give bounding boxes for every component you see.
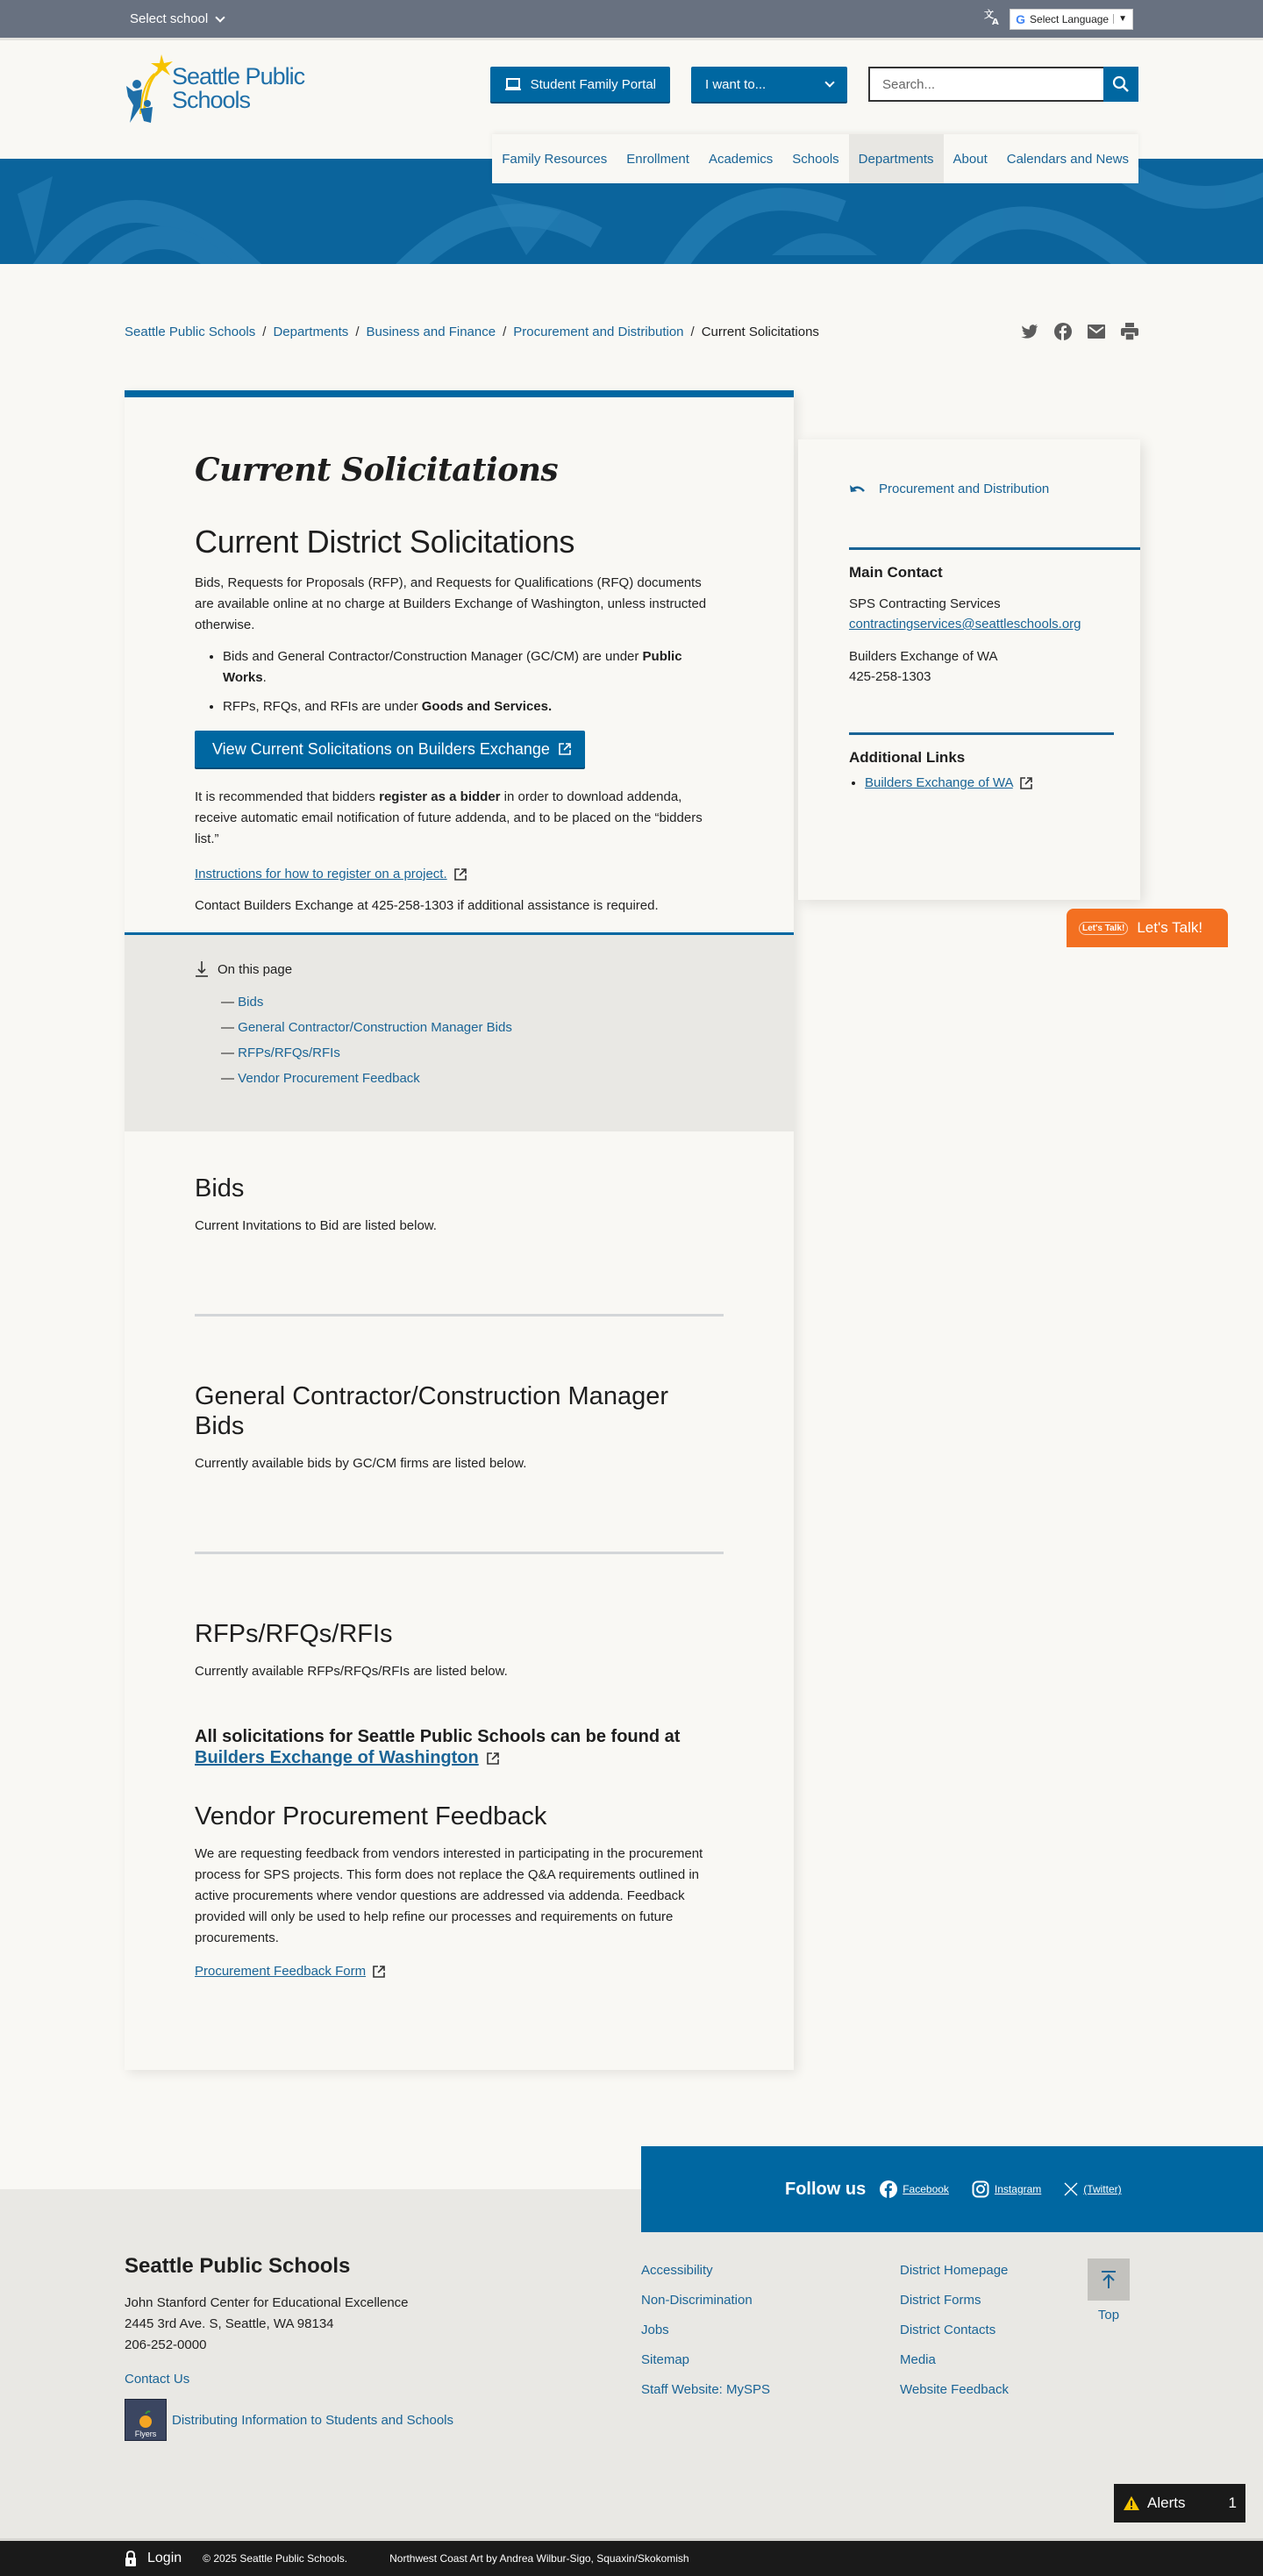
footer-link-district-contacts[interactable]: District Contacts (900, 2323, 996, 2337)
portal-button-label: Student Family Portal (530, 76, 656, 92)
copyright-text: © 2025 Seattle Public Schools. (203, 2552, 348, 2565)
all-solicitations-note: All solicitations for Seattle Public Schools can be found at Builders Exchange of Washington (195, 1727, 681, 1767)
footer-link-non-discrimination[interactable]: Non-Discrimination (641, 2293, 753, 2308)
register-instructions-link[interactable]: Instructions for how to register on a project. (195, 867, 447, 881)
instagram-link[interactable]: Instagram (972, 2180, 1041, 2198)
bids-text: Current Invitations to Bid are listed below. (195, 1218, 437, 1233)
external-link-icon (454, 868, 467, 881)
search-icon (1112, 75, 1130, 93)
contact-paragraph: Contact Builders Exchange at 425-258-1303 if additional assistance is required. (195, 898, 659, 913)
login-label: Login (147, 2551, 182, 2565)
toc-link-gccm-bids[interactable]: General Contractor/Construction Manager Bids (238, 1020, 512, 1035)
footer-link-media[interactable]: Media (900, 2352, 936, 2367)
gccm-text: Currently available bids by GC/CM firms are listed below. (195, 1456, 527, 1471)
divider (195, 1552, 724, 1554)
contact-phone: 425-258-1303 (849, 669, 931, 684)
breadcrumb-separator: / (262, 324, 267, 339)
footer-link-website-feedback[interactable]: Website Feedback (900, 2382, 1009, 2397)
list-item: • Bids and General Contractor/Construction Manager (GC/CM) are under Public Works. (223, 646, 724, 689)
nav-item-departments[interactable]: Departments (849, 134, 944, 183)
list-item (865, 775, 1140, 790)
flyers-link[interactable] (125, 2399, 1138, 2441)
toc-link-rfps[interactable]: RFPs/RFQs/RFIs (238, 1045, 340, 1060)
select-school-dropdown[interactable] (130, 11, 224, 26)
contact-block (849, 594, 1140, 634)
section-heading-bids: Bids (195, 1174, 245, 1202)
top-label: Top (1097, 2308, 1120, 2323)
bottom-bar (0, 2538, 1263, 2576)
footer-link-district-forms[interactable]: District Forms (900, 2293, 981, 2308)
footer-link-sitemap[interactable]: Sitemap (641, 2352, 690, 2367)
list-item: • RFPs, RFQs, and RFIs are under Goods and Services. (223, 696, 724, 717)
site-header (0, 38, 1263, 167)
footer-link-accessibility[interactable]: Accessibility (641, 2263, 713, 2278)
svg-text:A: A (992, 18, 999, 25)
main-content-card (125, 390, 794, 2070)
section-heading-vendor-feedback: Vendor Procurement Feedback (195, 1802, 547, 1830)
lets-talk-logo-icon: Let's Talk! (1079, 922, 1128, 935)
nav-item-schools[interactable]: Schools (792, 151, 839, 167)
search-button[interactable] (1103, 67, 1138, 102)
divider (195, 1314, 724, 1317)
contact-email-link[interactable]: contractingservices@seattleschools.org (849, 617, 1081, 632)
contact-us-link[interactable]: Contact Us (125, 2372, 190, 2387)
want-button-label: I want to... (705, 76, 767, 92)
share-tools (1021, 323, 1138, 340)
category-list (195, 646, 724, 717)
view-solicitations-button[interactable] (195, 731, 585, 767)
main-contact-heading: Main Contact (849, 564, 943, 581)
section-heading-gccm-bids: General Contractor/Construction Manager Bids (195, 1382, 668, 1440)
external-link-icon (559, 743, 571, 755)
search-form (868, 67, 1138, 102)
footer-address: John Stanford Center for Educational Excellence 2445 3rd Ave. S, Seattle, WA 98134 206-252-0000 (125, 2295, 409, 2352)
logo-text-line2: Schools (172, 87, 251, 113)
nav-item-academics[interactable]: Academics (708, 151, 774, 167)
breadcrumb-separator: / (690, 324, 695, 339)
footer-content (125, 2254, 1138, 2441)
select-school-label: Select school (130, 11, 209, 26)
nav-item-calendars-and-news[interactable]: Calendars and News (1006, 151, 1129, 167)
translate-icon (983, 8, 1001, 30)
back-to-procurement-link[interactable] (849, 482, 1140, 496)
on-this-page-nav: On this page — Bids — General Contractor/Construction Manager Bids — RFPs/RFQs/RFIs — Vendor Procurement Feedback (125, 932, 794, 1131)
nav-item-family-resources[interactable]: Family Resources (502, 151, 608, 167)
lock-icon (125, 2551, 137, 2566)
breadcrumb-business-and-finance[interactable]: Business and Finance (366, 324, 496, 339)
nav-item-about[interactable]: About (953, 151, 988, 167)
external-link-icon (1020, 777, 1032, 789)
breadcrumb (125, 325, 819, 339)
cta-label: View Current Solicitations on Builders Exchange (212, 739, 550, 758)
builders-exchange-wa-link[interactable]: Builders Exchange of WA (865, 775, 1013, 790)
language-select-label: Select Language (1030, 12, 1110, 25)
download-arrow-icon (195, 961, 209, 977)
email-icon[interactable] (1088, 325, 1105, 339)
logo-figures-icon (125, 53, 175, 126)
student-family-portal-button[interactable] (490, 67, 670, 102)
arrow-up-to-top-icon (1100, 2270, 1117, 2289)
chevron-down-icon (216, 12, 225, 22)
follow-us-bar (641, 2146, 1263, 2232)
laptop-icon (504, 77, 522, 91)
facebook-icon (880, 2180, 897, 2198)
alerts-label: Alerts (1147, 2494, 1186, 2511)
follow-us-label: Follow us (785, 2179, 867, 2199)
toc-title: On this page (218, 961, 293, 977)
builders-exchange-washington-link[interactable]: Builders Exchange of Washington (195, 1748, 479, 1767)
flyers-icon: Flyers (125, 2399, 167, 2441)
svg-text:文: 文 (984, 9, 995, 20)
language-select[interactable] (1010, 9, 1133, 30)
twitter-icon[interactable] (1021, 324, 1038, 339)
breadcrumb-departments[interactable]: Departments (273, 324, 349, 339)
breadcrumb-separator: / (355, 324, 360, 339)
external-link-icon (487, 1752, 499, 1765)
footer-link-district-homepage[interactable]: District Homepage (900, 2263, 1009, 2278)
main-nav (492, 134, 1138, 183)
additional-links-list (849, 775, 1140, 790)
procurement-feedback-form-link[interactable]: Procurement Feedback Form (195, 1964, 367, 1979)
divider (849, 547, 1140, 550)
flyers-link-label: Distributing Information to Students and Schools (172, 2412, 454, 2428)
twitter-x-link[interactable]: (Twitter) (1064, 2182, 1121, 2196)
additional-links-heading: Additional Links (849, 749, 966, 766)
facebook-link[interactable]: Facebook (880, 2180, 949, 2198)
undo-arrow-icon (849, 483, 867, 496)
breadcrumb-seattle-public-schools[interactable]: Seattle Public Schools (125, 324, 256, 339)
login-link[interactable] (125, 2551, 182, 2566)
utility-bar (0, 0, 1263, 38)
rfps-text: Currently available RFPs/RFQs/RFIs are listed below. (195, 1664, 508, 1679)
footer-link-jobs[interactable]: Jobs (641, 2323, 669, 2337)
lets-talk-button[interactable] (1067, 909, 1228, 947)
footer-links-col-2 (900, 2256, 1009, 2405)
back-link-label: Procurement and Distribution (879, 482, 1050, 496)
section-heading-current-district-solicitations: Current District Solicitations (195, 524, 575, 560)
back-to-top-button[interactable] (1088, 2258, 1130, 2323)
contact-block (849, 646, 1140, 687)
external-link-icon (373, 1966, 385, 1978)
alerts-count-badge: 1 (1228, 2494, 1237, 2511)
toc-link-bids[interactable]: Bids (238, 995, 264, 1010)
section-heading-rfps: RFPs/RFQs/RFIs (195, 1620, 393, 1648)
breadcrumb-separator: / (503, 324, 507, 339)
intro-paragraph: Bids, Requests for Proposals (RFP), and Requests for Qualifications (RFQ) documents are available online at no charge at Builders Exchange of Washington, unless instructed otherwise. (195, 575, 707, 632)
lets-talk-label: Let's Talk! (1137, 919, 1203, 936)
instagram-icon (972, 2180, 989, 2198)
footer-org-name: Seattle Public Schools (125, 2254, 351, 2278)
alerts-button[interactable] (1114, 2484, 1245, 2526)
x-twitter-icon (1064, 2182, 1078, 2196)
site-logo[interactable] (125, 49, 309, 128)
breadcrumb-current: Current Solicitations (701, 324, 819, 339)
vendor-feedback-text: We are requesting feedback from vendors interested in participating in the procurement process for SPS projects. This form does not replace the Q&A requirements outlined in active procurements where vendor questions are addressed via addenda. Feedback provided will only be used to help refine our processes and requirements on future procurements. (195, 1846, 703, 1945)
facebook-icon[interactable] (1054, 323, 1072, 340)
dropdown-arrow-icon: ▼ (1113, 14, 1127, 24)
footer-link-myspss[interactable]: Staff Website: MySPS (641, 2382, 771, 2397)
contact-name: Builders Exchange of WA (849, 649, 998, 664)
sidebar (798, 439, 1140, 900)
warning-icon (1123, 2495, 1140, 2511)
register-paragraph: It is recommended that bidders register as a bidder in order to download addenda, receive automatic email notification of future addenda, and to be placed on the “bidders list.” (195, 789, 703, 846)
breadcrumb-procurement-and-distribution[interactable]: Procurement and Distribution (513, 324, 684, 339)
page-title: Current Solicitations (195, 452, 559, 489)
nav-item-enrollment[interactable]: Enrollment (626, 151, 689, 167)
footer-links-col-1 (641, 2256, 770, 2405)
google-icon: G (1016, 11, 1026, 26)
search-input[interactable] (868, 67, 1103, 102)
print-icon[interactable] (1121, 323, 1138, 340)
divider (849, 732, 1114, 735)
toc-link-vendor-feedback[interactable]: Vendor Procurement Feedback (238, 1071, 420, 1086)
chevron-down-icon (824, 77, 834, 87)
contact-name: SPS Contracting Services (849, 596, 1001, 611)
i-want-to-dropdown[interactable] (691, 67, 847, 102)
art-credit-text: Northwest Coast Art by Andrea Wilbur-Sigo, Squaxin/Skokomish (389, 2552, 689, 2565)
logo-text-line1: Seattle Public (172, 63, 305, 89)
